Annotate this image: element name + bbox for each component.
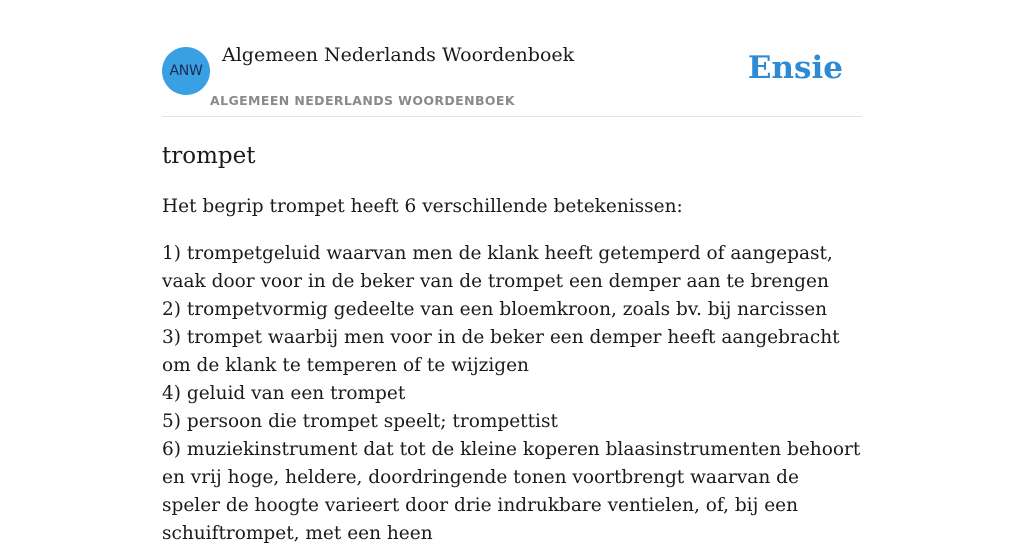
definition-item: 2) trompetvormig gedeelte van een bloemkroon, zoals bv. bij narcissen: [162, 299, 828, 320]
definition-item: 5) persoon die trompet speelt; trompettist: [162, 411, 558, 432]
source-subtitle: ALGEMEEN NEDERLANDS WOORDENBOEK: [210, 93, 515, 108]
definition-item: 1) trompetgeluid waarvan men de klank heeft getemperd of aangepast, vaak door voor in de beker van de trompet een demper aan te brengen: [162, 243, 833, 292]
entry-intro: Het begrip trompet heeft 6 verschillende betekenissen:: [162, 196, 683, 217]
source-title[interactable]: Algemeen Nederlands Woordenboek: [222, 44, 575, 66]
entry-term: trompet: [162, 143, 256, 169]
source-logo-text: ANW: [169, 63, 203, 79]
page: [162, 0, 862, 548]
definitions-list: [162, 240, 862, 548]
source-logo[interactable]: [162, 47, 210, 95]
source-header: [162, 0, 862, 117]
definition-item: 3) trompet waarbij men voor in de beker een demper heeft aangebracht om de klank te temperen of te wijzigen: [162, 327, 840, 376]
definition-item: 4) geluid van een trompet: [162, 383, 406, 404]
definition-item: 6) muziekinstrument dat tot de kleine koperen blaasinstrumenten behoort en vrij hoge, heldere, doordringende tonen voortbrengt waarvan de speler de hoogte varieert door drie indrukbare ventielen, of, bij een schuiftrompet, met een heen: [162, 439, 861, 544]
brand-logo[interactable]: Ensie: [747, 50, 843, 86]
